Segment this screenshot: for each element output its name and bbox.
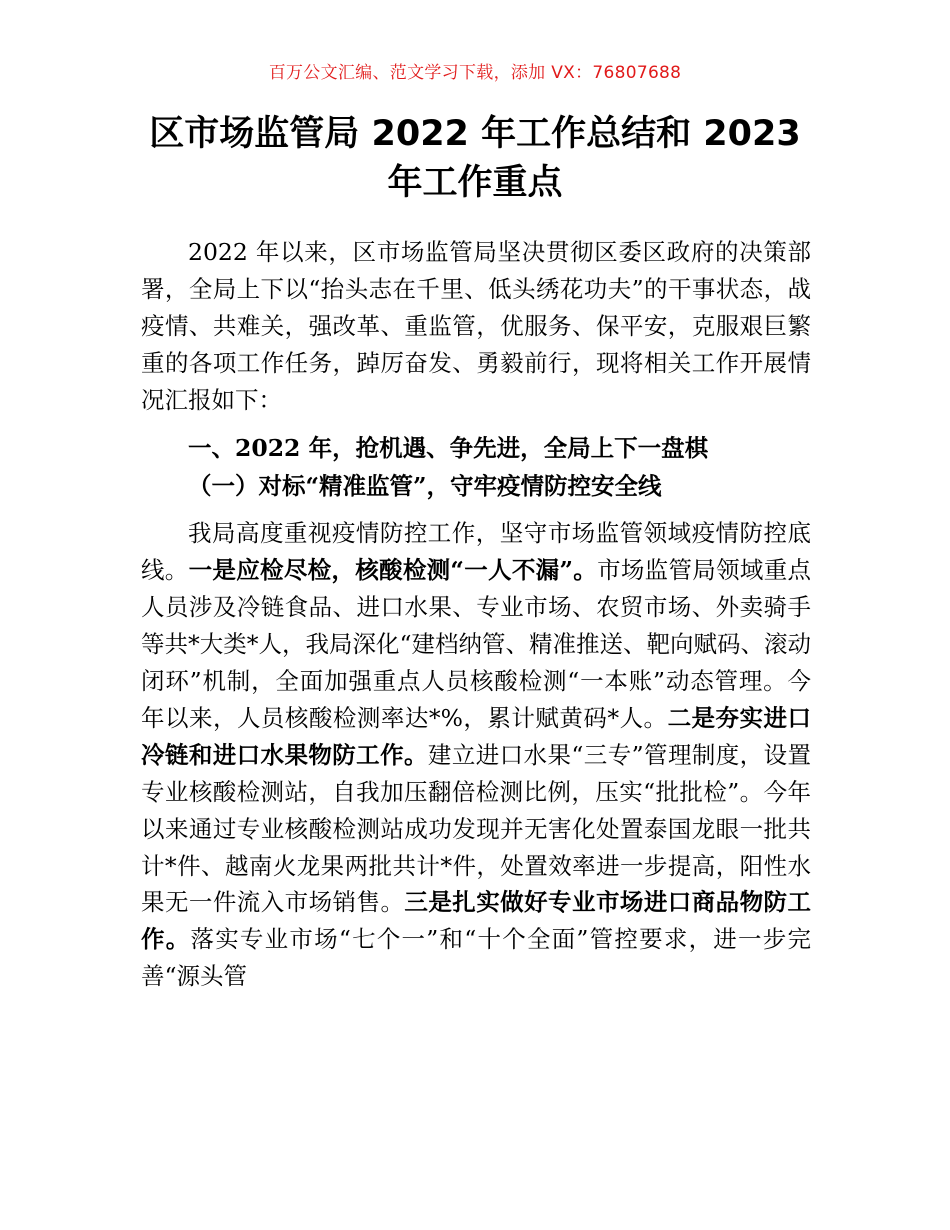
p1-sentence-1: 我局高度重视疫情防控工作，坚守市场监管领域疫情防控底线。 <box>141 519 811 585</box>
p1-bold-point-3: 三是扎实做好专业市场进口商品物防工作。 <box>141 888 812 954</box>
document-body <box>141 234 811 995</box>
section-heading-1: 一、2022 年，抢机遇、争先进，全局上下一盘棋 <box>188 433 709 462</box>
p1-sentence-2: 市场监管局领域重点人员涉及冷链食品、进口水果、专业市场、农贸市场、外卖骑手等共*大类*人，我局深化“建档纳管、精准推送、靶向赋码、滚动闭环”机制，全面加强重点人员核酸检测“一本账”动态管理。今年以来，人员核酸检测率达*%，累计赋黄码*人。 <box>141 556 812 732</box>
document-title: 区市场监管局 2022 年工作总结和 2023 年工作重点 <box>149 114 801 203</box>
p1-sentence-3: 建立进口水果“三专”管理制度，设置专业核酸检测站，自我加压翻倍检测比例，压实“批批检”。今年以来通过专业核酸检测站成功发现并无害化处置泰国龙眼一批共计*件、越南火龙果两批共计*件，处置效率进一步提高，阳性水果无一件流入市场销售。 <box>141 740 812 917</box>
intro-paragraph: 2022 年以来，区市场监管局坚决贯彻区委区政府的决策部署，全局上下以“抬头志在千里、低头绣花功夫”的干事状态，战疫情、共难关，强改革、重监管，优服务、保平安，克服艰巨繁重的各项工作任务，踔厉奋发、勇毅前行，现将相关工作开展情况汇报如下： <box>141 238 811 414</box>
p1-bold-point-2: 二是夯实进口冷链和进口水果物防工作。 <box>141 703 811 769</box>
watermark-header: 百万公文汇编、范文学习下载，添加 VX：76807688 <box>268 63 682 83</box>
p1-bold-point-1: 一是应检尽检，核酸检测“一人不漏”。 <box>188 556 598 585</box>
subsection-heading-1: （一）对标“精准监管”，守牢疫情防控安全线 <box>188 472 662 501</box>
p1-sentence-4: 落实专业市场“七个一”和“十个全面”管控要求，进一步完善“源头管 <box>141 925 812 991</box>
body-paragraph-1 <box>141 515 811 995</box>
